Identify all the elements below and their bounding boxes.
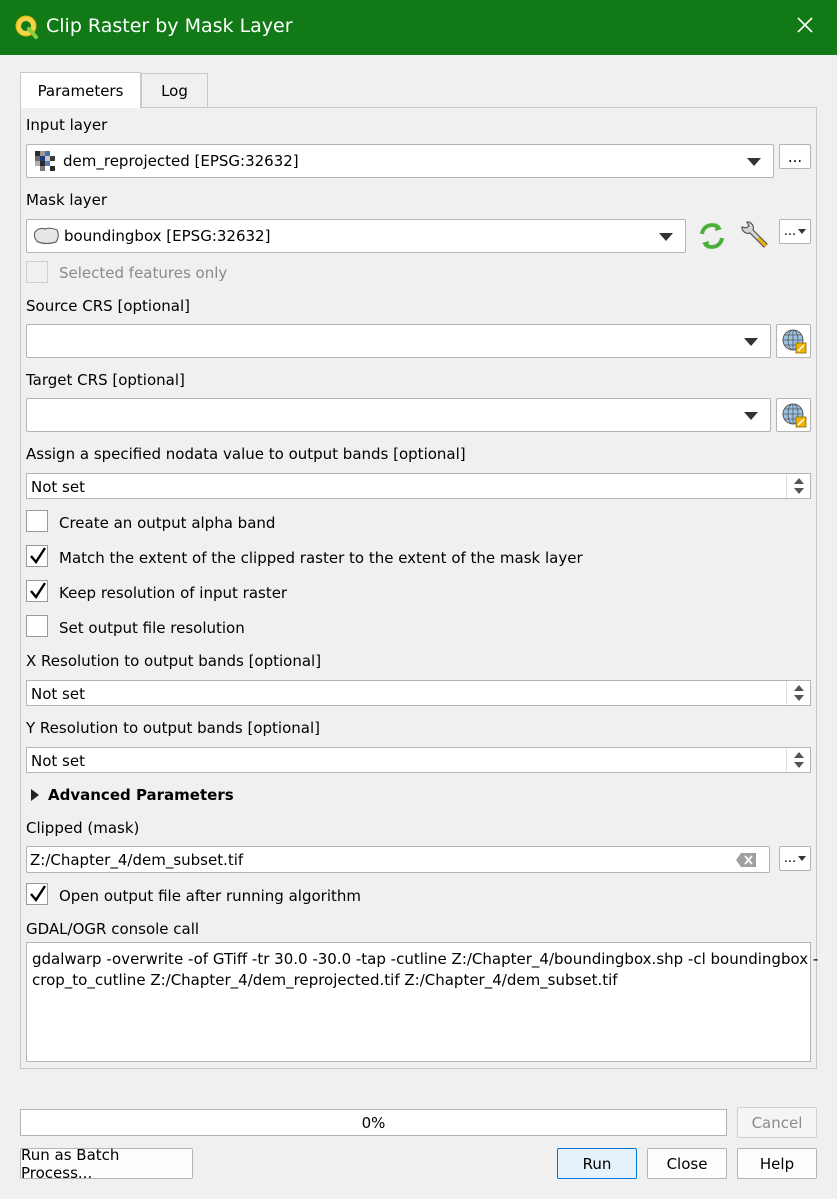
alpha-band-checkbox[interactable] [26, 510, 48, 532]
x-resolution-value: Not set [31, 685, 85, 703]
output-more-label: ... [783, 851, 797, 866]
window-title: Clip Raster by Mask Layer [46, 15, 293, 37]
checkmark-icon [29, 582, 47, 600]
run-label: Run [582, 1154, 612, 1173]
help-button[interactable] [737, 1148, 817, 1179]
mask-layer-more-button[interactable] [779, 219, 811, 244]
chevron-down-icon [798, 856, 806, 861]
output-path-field[interactable] [26, 846, 770, 873]
spin-up-icon [794, 685, 804, 691]
y-resolution-label: Y Resolution to output bands [optional] [26, 719, 320, 737]
selected-features-checkbox[interactable] [26, 261, 48, 283]
alpha-band-label: Create an output alpha band [59, 514, 276, 532]
chevron-down-icon [744, 338, 758, 346]
spin-up-icon [794, 752, 804, 758]
spin-down-icon [794, 762, 804, 768]
input-layer-more-label: ... [787, 147, 803, 166]
progress-value: 0% [361, 1113, 386, 1132]
close-icon[interactable] [793, 13, 817, 37]
spin-down-icon [794, 488, 804, 494]
tab-parameters-label: Parameters [37, 81, 124, 100]
match-extent-checkbox[interactable] [26, 545, 48, 567]
x-resolution-spinbox[interactable] [26, 680, 811, 706]
chevron-down-icon [798, 229, 806, 234]
input-layer-combo[interactable] [26, 144, 774, 178]
y-resolution-value: Not set [31, 752, 85, 770]
checkmark-icon [29, 547, 47, 565]
x-resolution-label: X Resolution to output bands [optional] [26, 652, 322, 670]
target-crs-combo[interactable] [26, 398, 771, 432]
input-layer-label: Input layer [26, 116, 108, 134]
expand-triangle-icon[interactable] [30, 788, 40, 802]
source-crs-label: Source CRS [optional] [26, 297, 190, 315]
selected-features-label: Selected features only [59, 264, 228, 282]
match-extent-label: Match the extent of the clipped raster to the extent of the mask layer [59, 549, 583, 567]
title-bar [0, 0, 837, 55]
close-button[interactable] [647, 1148, 727, 1179]
help-label: Help [759, 1154, 795, 1173]
spin-down-icon [794, 695, 804, 701]
chevron-down-icon [747, 158, 761, 166]
open-output-checkbox[interactable] [26, 883, 48, 905]
output-path-value: Z:/Chapter_4/dem_subset.tif [30, 850, 244, 869]
set-resolution-checkbox[interactable] [26, 615, 48, 637]
keep-resolution-label: Keep resolution of input raster [59, 584, 288, 602]
input-layer-more-button[interactable] [779, 144, 811, 169]
checkmark-icon [29, 885, 47, 903]
run-batch-label: Run as Batch Process... [21, 1145, 120, 1182]
qgis-logo-icon [14, 14, 40, 40]
wrench-icon[interactable] [738, 219, 772, 253]
open-output-label: Open output file after running algorithm [59, 887, 361, 905]
nodata-label: Assign a specified nodata value to output bands [optional] [26, 445, 466, 463]
advanced-parameters-toggle[interactable]: Advanced Parameters [48, 786, 234, 804]
progress-bar [20, 1109, 727, 1136]
raster-layer-icon [35, 151, 55, 171]
crs-globe-icon [780, 401, 808, 429]
input-layer-value: dem_reprojected [EPSG:32632] [63, 152, 299, 170]
spin-arrows[interactable] [786, 474, 810, 498]
console-call-line-2: crop_to_cutline Z:/Chapter_4/dem_reprojected.tif Z:/Chapter_4/dem_subset.tif [32, 971, 618, 989]
mask-layer-combo[interactable] [26, 219, 686, 253]
target-crs-label: Target CRS [optional] [26, 371, 185, 389]
source-crs-select-button[interactable] [776, 324, 811, 358]
keep-resolution-checkbox[interactable] [26, 580, 48, 602]
close-label: Close [666, 1154, 708, 1173]
y-resolution-spinbox[interactable] [26, 747, 811, 773]
console-call-textarea[interactable] [26, 942, 819, 1062]
mask-layer-value: boundingbox [EPSG:32632] [64, 227, 271, 245]
run-batch-button[interactable] [20, 1145, 193, 1182]
mask-layer-more-label: ... [783, 224, 797, 239]
output-label: Clipped (mask) [26, 819, 140, 837]
tab-log[interactable] [141, 73, 208, 108]
set-resolution-label: Set output file resolution [59, 619, 245, 637]
spin-arrows[interactable] [786, 748, 810, 772]
output-more-button[interactable] [779, 846, 811, 871]
console-call-label: GDAL/OGR console call [26, 920, 200, 938]
cancel-label: Cancel [751, 1113, 803, 1132]
run-button[interactable] [557, 1148, 637, 1179]
source-crs-combo[interactable] [26, 324, 771, 358]
spin-up-icon [794, 478, 804, 484]
tab-log-label: Log [161, 82, 188, 100]
clear-icon[interactable] [735, 852, 757, 868]
chevron-down-icon [659, 233, 673, 241]
tab-parameters[interactable] [20, 72, 141, 108]
nodata-spinbox[interactable] [26, 473, 811, 499]
console-call-line-1: gdalwarp -overwrite -of GTiff -tr 30.0 -30.0 -tap -cutline Z:/Chapter_4/boundingbox.shp -cl boundingbox - [32, 950, 819, 968]
chevron-down-icon [744, 412, 758, 420]
spin-arrows[interactable] [786, 681, 810, 705]
cancel-button[interactable] [737, 1107, 817, 1138]
mask-layer-label: Mask layer [26, 191, 108, 209]
iterate-icon[interactable] [697, 221, 727, 251]
nodata-value: Not set [31, 478, 85, 496]
polygon-layer-icon [33, 226, 61, 246]
target-crs-select-button[interactable] [776, 398, 811, 432]
crs-globe-icon [780, 327, 808, 355]
